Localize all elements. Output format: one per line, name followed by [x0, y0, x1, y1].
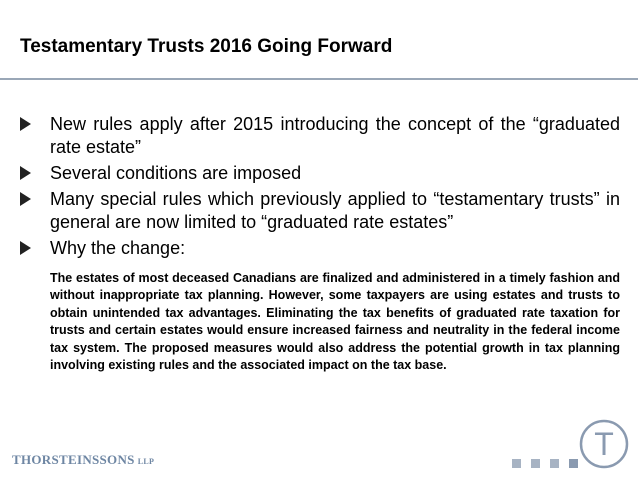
footer-squares — [512, 459, 578, 468]
bullet-item — [20, 188, 620, 234]
bullet-item — [20, 113, 620, 159]
logo-letter: T — [594, 426, 614, 462]
firm-logo-text — [12, 452, 154, 468]
footer-square — [512, 459, 521, 468]
footer-square — [569, 459, 578, 468]
firm-name: THORSTEINSSONS — [12, 452, 135, 467]
bullet-text: New rules apply after 2015 introducing the concept of the “graduated rate estate” — [50, 114, 620, 157]
bullet-list — [20, 113, 620, 263]
title-divider — [0, 78, 638, 80]
right-triangle-bullet-icon — [20, 241, 31, 255]
bullet-item — [20, 162, 620, 185]
bullet-item — [20, 237, 620, 260]
bullet-text: Why the change: — [50, 238, 186, 258]
slide-title: Testamentary Trusts 2016 Going Forward — [20, 36, 393, 57]
bullet-text: Many special rules which previously applied to “testamentary trusts” in general are now limited to “graduated rate estates” — [50, 189, 620, 232]
bullet-text: Several conditions are imposed — [50, 163, 302, 183]
right-triangle-bullet-icon — [20, 192, 31, 206]
right-triangle-bullet-icon — [20, 117, 31, 131]
t-circle-logo-icon — [578, 418, 630, 470]
right-triangle-bullet-icon — [20, 166, 31, 180]
footer-square — [531, 459, 540, 468]
firm-suffix: LLP — [137, 457, 155, 466]
explanation-paragraph: The estates of most deceased Canadians are finalized and administered in a timely fashion and without inappropriate tax planning. However, some taxpayers are using estates and trusts to obtain unintended tax advantages. Eliminating the tax benefits of graduated rate taxation for trusts and certain estates would ensure increased fairness and neutrality in the federal income tax system. The proposed measures would also address the potential growth in tax planning involving existing rules and the associated impact on the tax base. — [50, 271, 620, 373]
footer-square — [550, 459, 559, 468]
